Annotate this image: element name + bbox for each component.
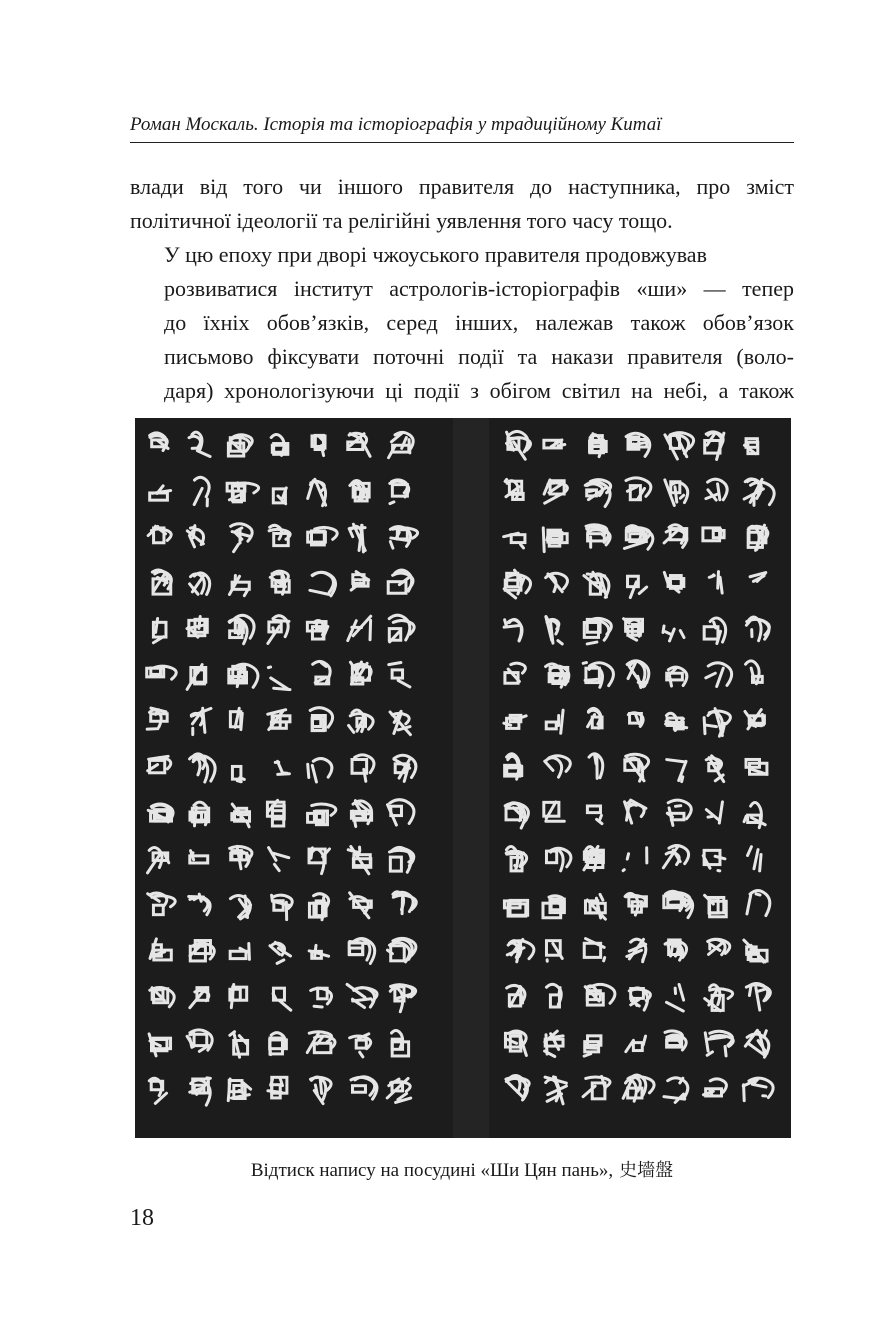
glyph-stroke [623, 870, 624, 871]
glyph-stroke [600, 815, 602, 819]
glyph-stroke [240, 778, 244, 780]
caption-chinese-title: 史墻盤 [619, 1160, 674, 1181]
glyph-stroke [682, 777, 683, 782]
glyph-stroke [675, 487, 677, 502]
glyph-stroke [505, 620, 507, 627]
glyph-stroke [156, 619, 158, 633]
glyph-stroke [663, 626, 664, 632]
glyph-stroke [268, 667, 270, 668]
page-number: 18 [130, 1205, 154, 1231]
paragraph-2 [130, 238, 794, 408]
glyph-stroke [237, 781, 241, 782]
glyph-stroke [762, 715, 763, 726]
figure-caption [130, 1158, 794, 1184]
glyph-stroke [554, 1036, 563, 1037]
glyph-stroke [725, 1046, 726, 1055]
glyph-stroke [604, 958, 605, 961]
glyph-stroke [587, 1048, 599, 1049]
glyph-stroke [311, 848, 312, 858]
glyph-stroke [274, 688, 290, 689]
glyph-stroke [362, 525, 364, 552]
caption-text: Відтиск напису на посудині «Ши Цян пань», [250, 1160, 614, 1181]
glyph-stroke [583, 663, 586, 664]
glyph-stroke [320, 1079, 321, 1093]
glyph-stroke [273, 628, 274, 634]
glyph-stroke [718, 572, 719, 589]
glyph-stroke [704, 718, 705, 734]
glyph-stroke [710, 1090, 712, 1095]
glyph-stroke [504, 723, 511, 725]
glyph-stroke [708, 817, 712, 818]
glyph-stroke [314, 1006, 322, 1007]
paragraph-1 [130, 170, 794, 238]
glyph-stroke [706, 725, 716, 726]
glyph-stroke [543, 528, 544, 552]
glyph-stroke [390, 502, 394, 504]
glyph-stroke [675, 806, 680, 807]
text-line: розвиватися інститут астрологів-історіографів «ши» — тепер [164, 276, 794, 301]
running-head: Роман Москаль. Історія та історіографія у традиційному Китаї [130, 112, 794, 143]
glyph-stroke [389, 662, 401, 664]
glyph-stroke [709, 576, 714, 578]
glyph-stroke [641, 765, 643, 779]
inscription-rubbing-figure [135, 418, 791, 1138]
glyph-stroke [370, 620, 371, 639]
glyph-stroke [505, 479, 507, 481]
glyph-stroke [627, 854, 628, 859]
text-line: письмово фіксувати поточні події та накази правителя (воло- [164, 344, 794, 369]
text-line: У цю епоху при дворі чжоуського правителя продовжував [164, 242, 707, 267]
text-line: даря) хронологізуючи ці події з обігом світил на небі, а також [164, 378, 794, 403]
body-text [130, 170, 794, 408]
glyph-stroke [190, 527, 194, 528]
glyph-stroke [228, 1079, 230, 1101]
glyph-stroke [249, 944, 250, 960]
glyph-stroke [749, 987, 750, 995]
text-line: влади від того чи іншого правителя до наступника, про зміст [130, 174, 794, 199]
glyph-stroke [308, 764, 309, 777]
glyph-stroke [558, 445, 565, 446]
text-line: до їхніх обов’язків, серед інших, належав також обов’язок [164, 310, 794, 335]
text-line: політичної ідеології та релігійні уявлення того часу тощо. [130, 208, 673, 233]
glyph-stroke [756, 894, 760, 895]
bronze-inscription-rubbing-image [135, 418, 791, 1138]
glyph-stroke [760, 855, 761, 871]
glyph-stroke [587, 642, 597, 644]
glyph-stroke [643, 955, 645, 962]
glyph-stroke [585, 679, 601, 680]
glyph-stroke [720, 577, 722, 593]
glyph-stroke [744, 816, 746, 822]
glyph-stroke [190, 1033, 194, 1035]
